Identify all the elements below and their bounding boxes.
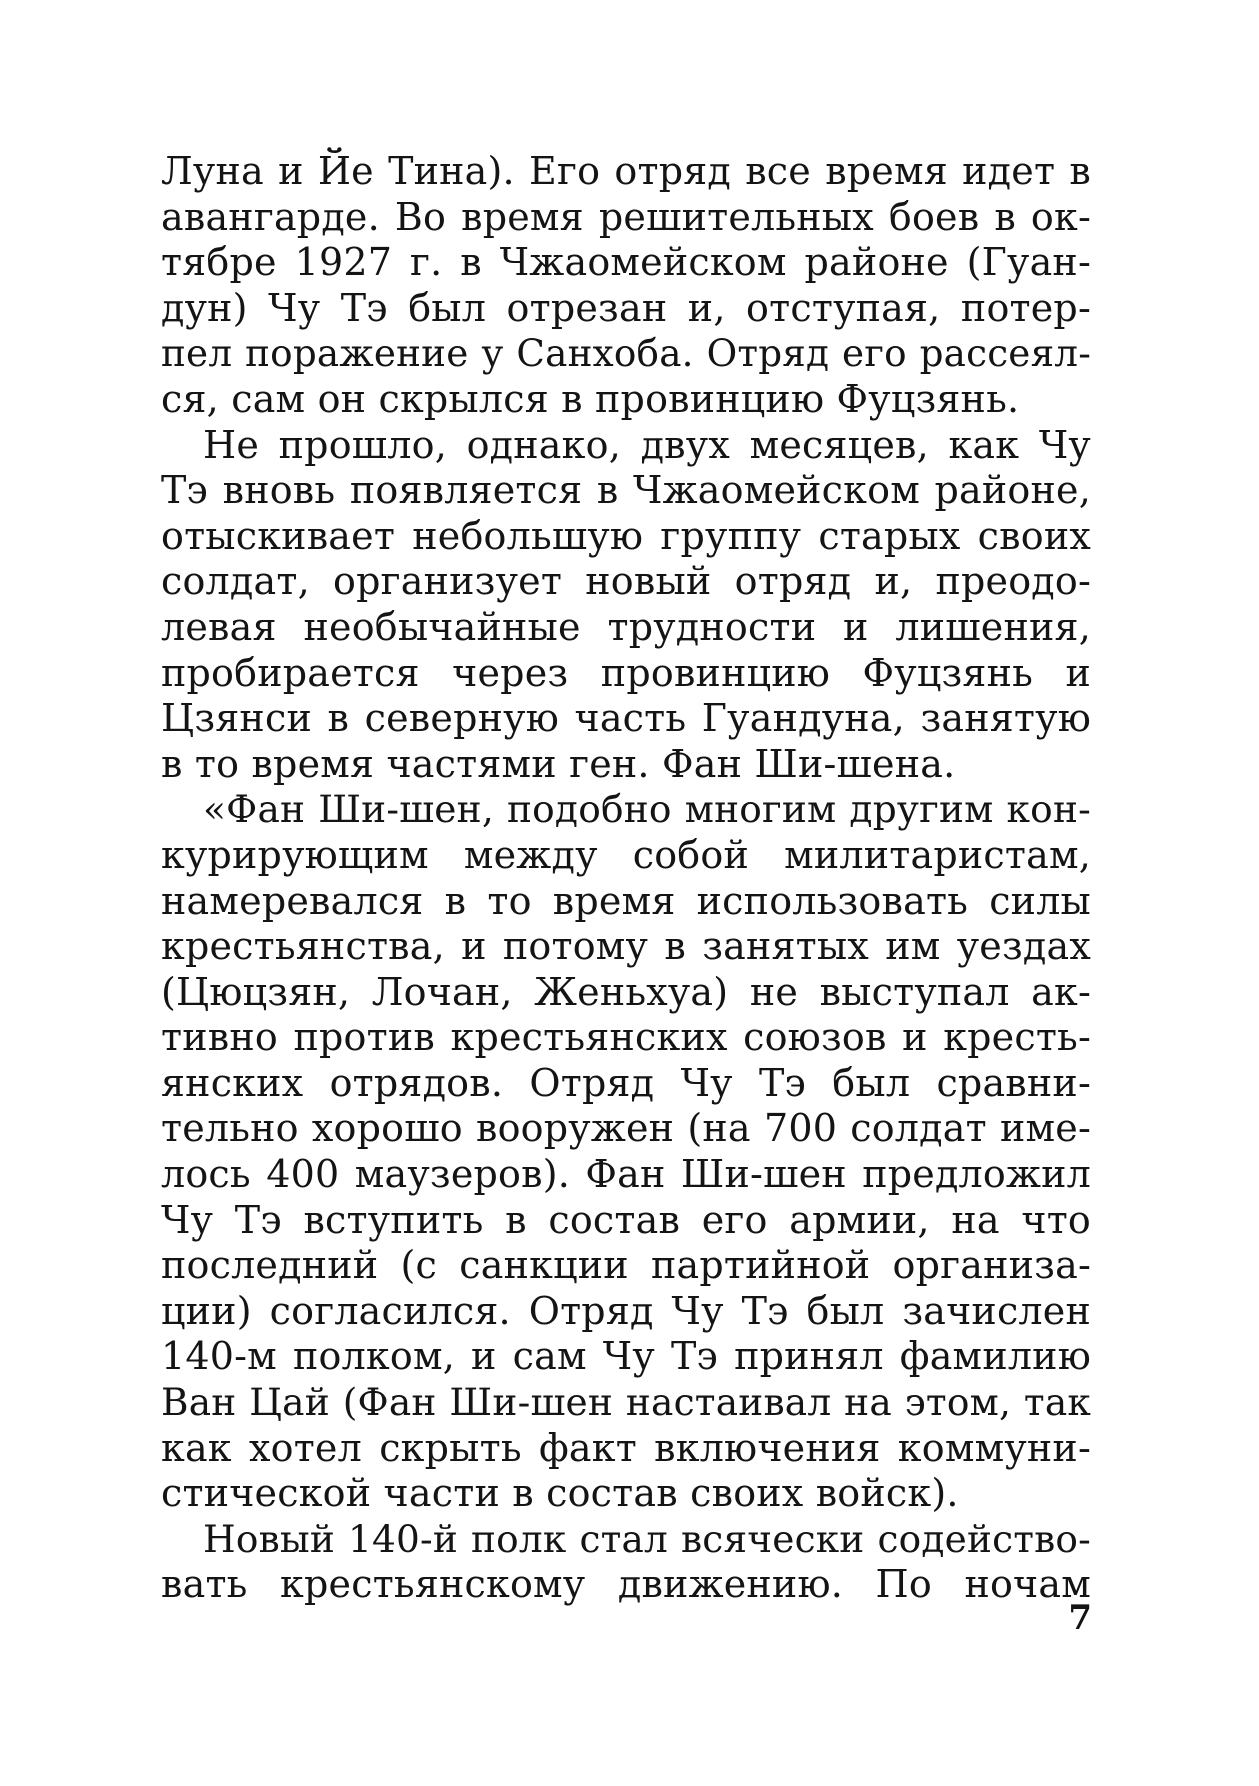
text-line: стической части в состав своих войск). <box>161 1471 959 1516</box>
text-line: солдат, организует новый отряд и, преодо- <box>161 559 1091 604</box>
text-line: Чу Тэ вступить в состав его армии, на что <box>161 1197 1091 1242</box>
text-line: ции) согласился. Отряд Чу Тэ был зачислен <box>161 1288 1091 1333</box>
body-text <box>161 149 1091 1608</box>
text-line: янских отрядов. Отряд Чу Тэ был сравни- <box>161 1060 1091 1105</box>
text-line: вать крестьянскому движению. По ночам <box>161 1562 1091 1607</box>
text-line: тябре 1927 г. в Чжаомейском районе (Гуан- <box>161 240 1091 285</box>
text-line: пробирается через провинцию Фуцзянь и <box>161 650 1091 695</box>
text-line: Новый 140-й полк стал всячески содейство- <box>203 1516 1091 1561</box>
text-line: «Фан Ши-шен, подобно многим другим кон- <box>203 787 1091 832</box>
text-line: Ван Цай (Фан Ши-шен настаивал на этом, так <box>161 1380 1091 1425</box>
text-line: пел поражение у Санхоба. Отряд его рассеял- <box>161 331 1091 376</box>
text-line: ся, сам он скрылся в провинцию Фуцзянь. <box>161 376 1020 421</box>
text-line: в то время частями ген. Фан Ши-шена. <box>161 741 956 786</box>
text-line: тивно против крестьянских союзов и кресть- <box>161 1015 1091 1060</box>
text-line: (Цюцзян, Лочан, Женьхуа) не выступал ак- <box>161 969 1091 1014</box>
text-line: отыскивает небольшую группу старых своих <box>161 513 1091 558</box>
text-line: тельно хорошо вооружен (на 700 солдат име- <box>161 1106 1091 1151</box>
text-line: последний (с санкции партийной организа- <box>161 1243 1091 1288</box>
text-line: как хотел скрыть факт включения коммуни- <box>161 1425 1091 1470</box>
text-line: Цзянси в северную часть Гуандуна, занятую <box>161 696 1091 741</box>
text-line: Луна и Йе Тина). Его отряд все время идет в <box>161 149 1091 193</box>
text-line: Не прошло, однако, двух месяцев, как Чу <box>203 422 1091 467</box>
page-number: 7 <box>1068 1598 1092 1638</box>
text-line: намеревался в то время использовать силы <box>161 878 1091 923</box>
text-line: крестьянства, и потому в занятых им уездах <box>161 924 1091 969</box>
text-line: левая необычайные трудности и лишения, <box>161 604 1091 649</box>
text-line: 140-м полком, и сам Чу Тэ принял фамилию <box>161 1334 1091 1379</box>
text-line: дун) Чу Тэ был отрезан и, отступая, потер- <box>161 285 1091 330</box>
text-line: Тэ вновь появляется в Чжаомейском районе, <box>161 468 1091 513</box>
text-line: курирующим между собой милитаристам, <box>161 832 1091 877</box>
text-line: авангарде. Во время решительных боев в ок- <box>161 194 1091 239</box>
text-line: лось 400 маузеров). Фан Ши-шен предложил <box>161 1152 1091 1197</box>
